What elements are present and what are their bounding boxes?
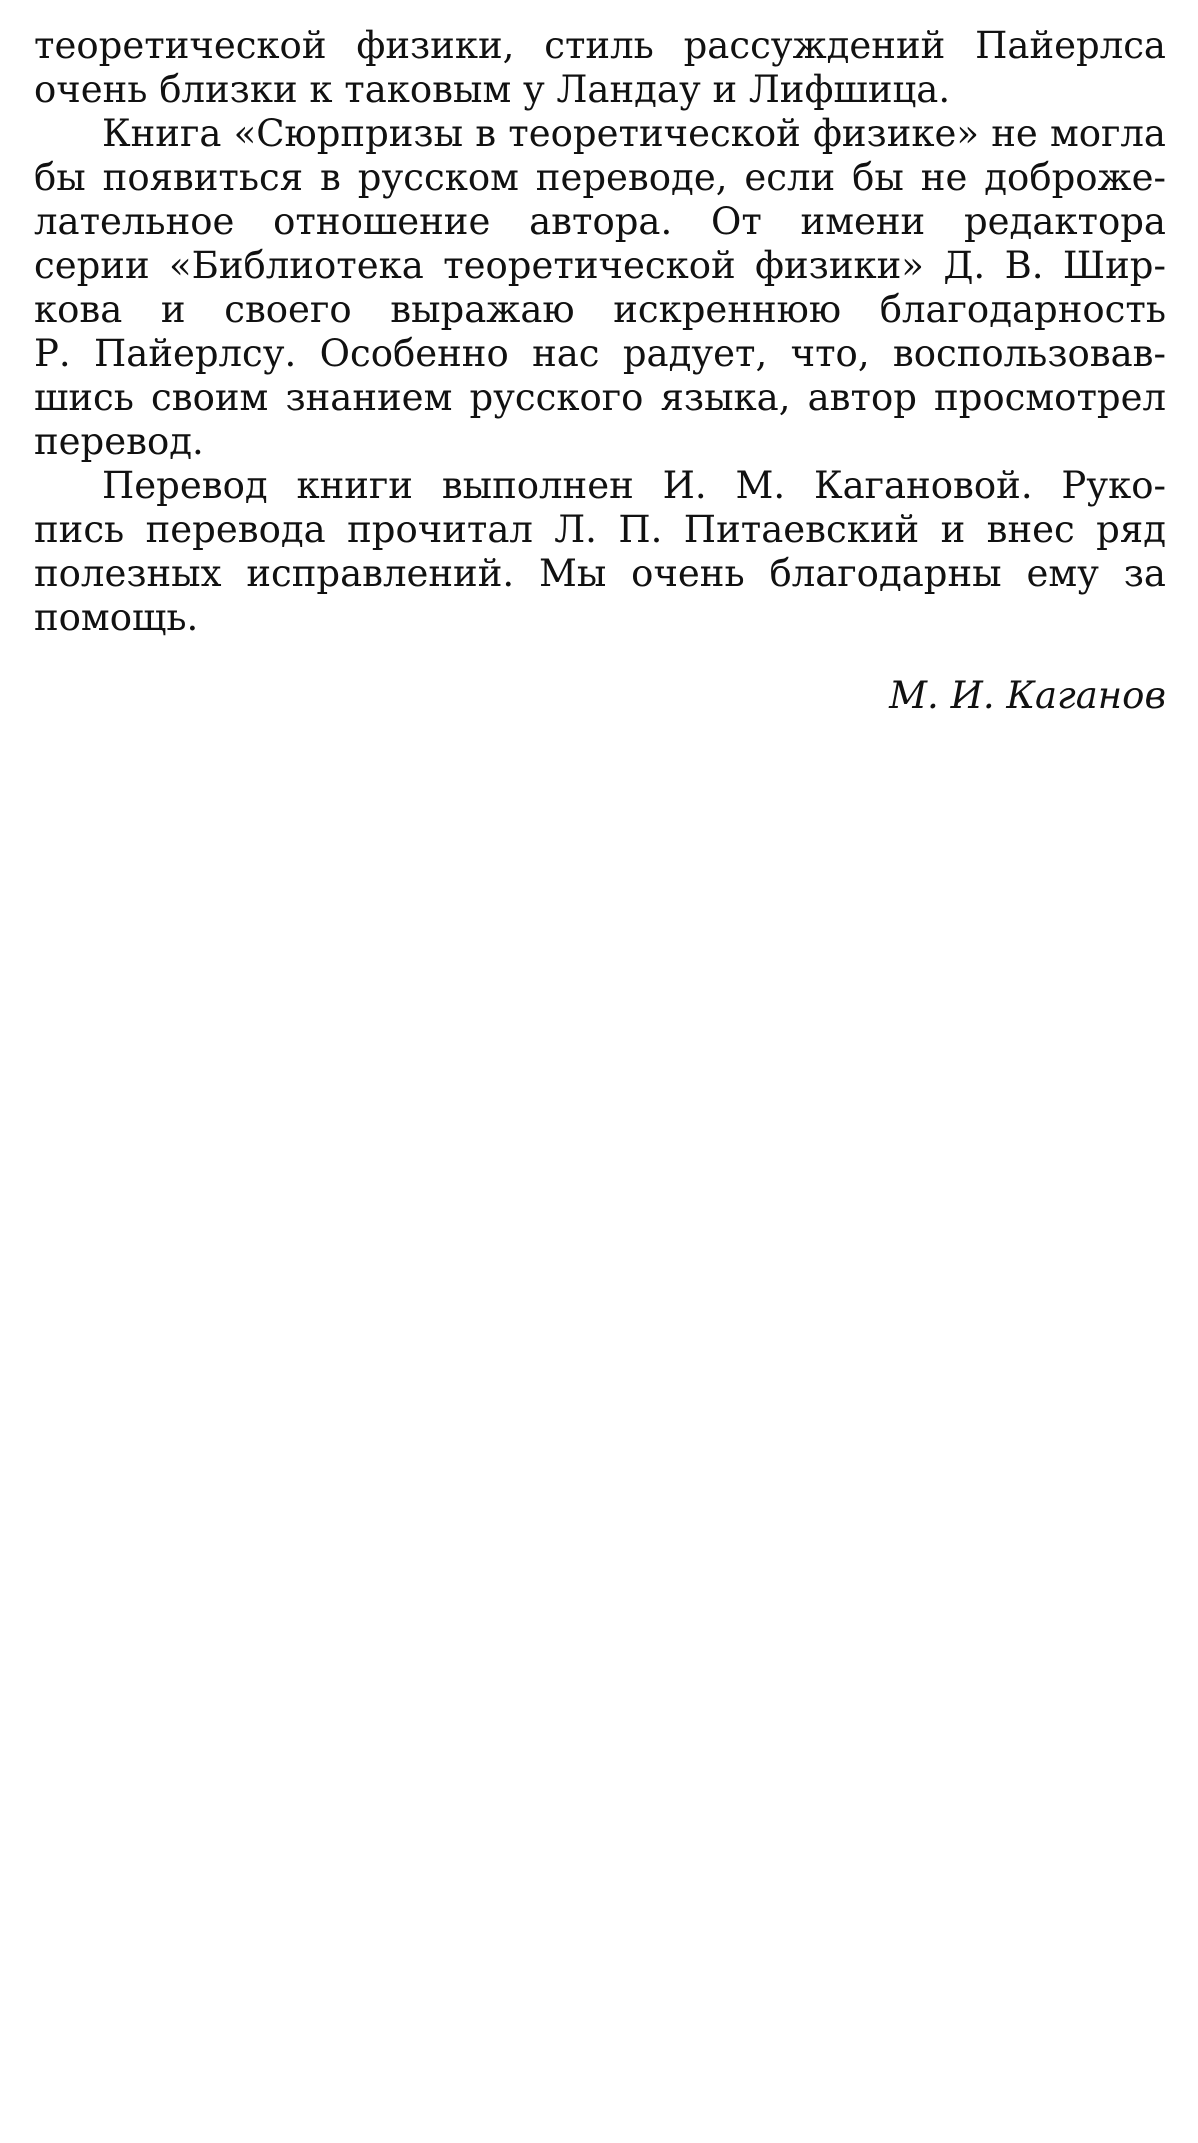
text-line: полезных исправлений. Мы очень благодарны ему за [34,552,1166,595]
text-line: кова и своего выражаю искреннюю благодарность [34,288,1166,331]
text-line: шись своим знанием русского языка, автор просмотрел [34,376,1166,419]
text-line: теоретической физики, стиль рассуждений Пайерлса [34,24,1166,67]
text-line: помощь. [34,596,199,639]
paragraph [34,112,1166,464]
text-line: серии «Библиотека теоретической физики» Д. В. Шир- [34,244,1166,287]
text-line: Книга «Сюрпризы в теоретической физике» не могла [102,112,1166,155]
text-line: очень близки к таковым у Ландау и Лифшица. [34,68,951,111]
text-line: Перевод книги выполнен И. М. Кагановой. Руко- [102,464,1166,507]
author-signature: М. И. Каганов [889,674,1166,717]
text-line: Р. Пайерлсу. Особенно нас радует, что, воспользовав- [34,332,1166,375]
text-line: лательное отношение автора. От имени редактора [34,200,1166,243]
text-line: бы появиться в русском переводе, если бы не доброже- [34,156,1166,199]
text-line: пись перевода прочитал Л. П. Питаевский и внес ряд [34,508,1166,551]
text-line: перевод. [34,420,204,463]
paragraph [34,24,1166,112]
paragraph [34,464,1166,640]
document-page [34,24,1166,717]
